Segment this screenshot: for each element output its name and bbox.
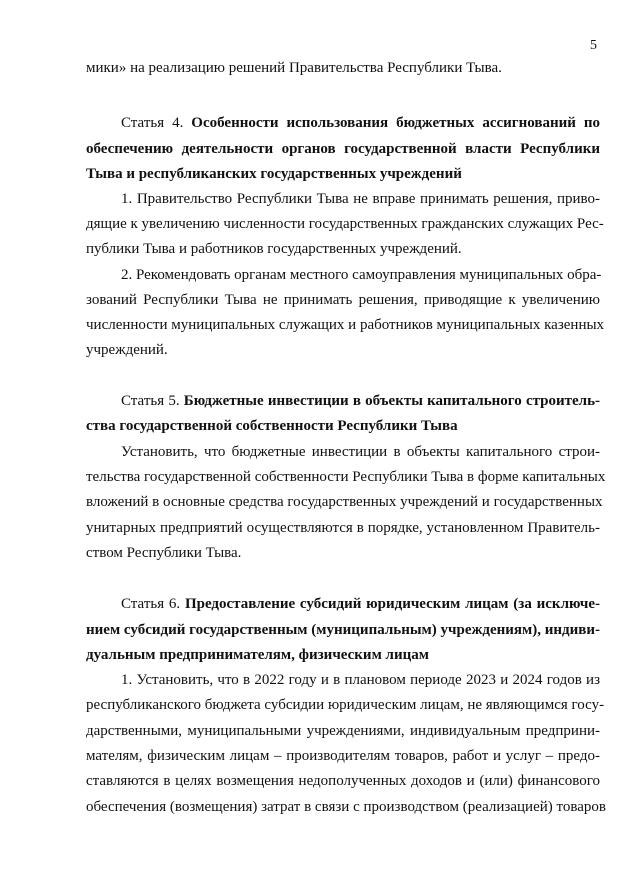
article-4-paragraph-1-line: 1. Правительство Республики Тыва не вправе принимать решения, приво-	[121, 191, 600, 207]
article-4-title-line: Тыва и республиканских государственных учреждений	[86, 166, 462, 182]
article-4-paragraph-2-line: численности муниципальных служащих и работников муниципальных казенных	[86, 317, 605, 333]
article-5-paragraph-line: унитарных предприятий осуществляются в порядке, установленном Правитель-	[86, 520, 600, 536]
article-5-title: Бюджетные инвестиции в объекты капитального строитель-	[183, 393, 601, 409]
article-6-title-line: нием субсидий государственным (муниципальным) учреждениям), индиви-	[86, 622, 600, 638]
article-6-paragraph-line: обеспечения (возмещения) затрат в связи с производством (реализацией) товаров	[86, 799, 606, 815]
article-4-paragraph-2-line: зований Республики Тыва не принимать решения, приводящие к увеличению	[86, 292, 600, 308]
article-4-paragraph-1-line: дящие к увеличению численности государственных гражданских служащих Рес-	[86, 216, 604, 232]
article-5-heading-line	[121, 391, 600, 411]
article-6-title: Предоставление субсидий юридическим лицам (за исключе-	[184, 596, 600, 612]
article-4-title: Особенности использования бюджетных ассигнований по	[191, 115, 600, 131]
article-4-label: Статья 4.	[121, 115, 184, 131]
article-6-paragraph-line: республиканского бюджета субсидии юридическим лицам, не являющимся госу-	[86, 697, 605, 713]
article-6-paragraph-line: дарственными, муниципальными учреждениями, индивидуальным предприни-	[86, 723, 600, 739]
article-4-title-line: обеспечению деятельности органов государственной власти Республики	[86, 141, 600, 157]
article-6-title-line: дуальным предпринимателям, физическим лицам	[86, 647, 429, 663]
article-4-paragraph-2-line: 2. Рекомендовать органам местного самоуправления муниципальных обра-	[121, 267, 602, 283]
article-5-paragraph-line: вложений в основные средства государственных учреждений и государственных	[86, 494, 603, 510]
article-4-paragraph-2-line: учреждений.	[86, 342, 168, 358]
article-6-paragraph-line: ставляются в целях возмещения недополученных доходов и (или) финансового	[86, 773, 600, 789]
article-5-paragraph-line: Установить, что бюджетные инвестиции в объекты капитального строи-	[121, 444, 600, 460]
page-number: 5	[590, 38, 597, 53]
article-6-paragraph-line: 1. Установить, что в 2022 году и в плановом периоде 2023 и 2024 годов из	[121, 672, 600, 688]
article-6-heading-line	[121, 594, 600, 614]
article-6-label: Статья 6.	[121, 596, 181, 612]
article-6-paragraph-line: мателям, физическим лицам – производителям товаров, работ и услуг – предо-	[86, 748, 600, 764]
article-5-label: Статья 5.	[121, 393, 180, 409]
article-5-title-line: ства государственной собственности Республики Тыва	[86, 418, 458, 434]
article-4-heading-line	[121, 113, 600, 133]
article-5-paragraph-line: ством Республики Тыва.	[86, 545, 242, 561]
article-5-paragraph-line: тельства государственной собственности Республики Тыва в форме капитальных	[86, 469, 606, 485]
intro-line: мики» на реализацию решений Правительства Республики Тыва.	[86, 60, 502, 76]
article-4-paragraph-1-line: публики Тыва и работников государственных учреждений.	[86, 241, 462, 257]
